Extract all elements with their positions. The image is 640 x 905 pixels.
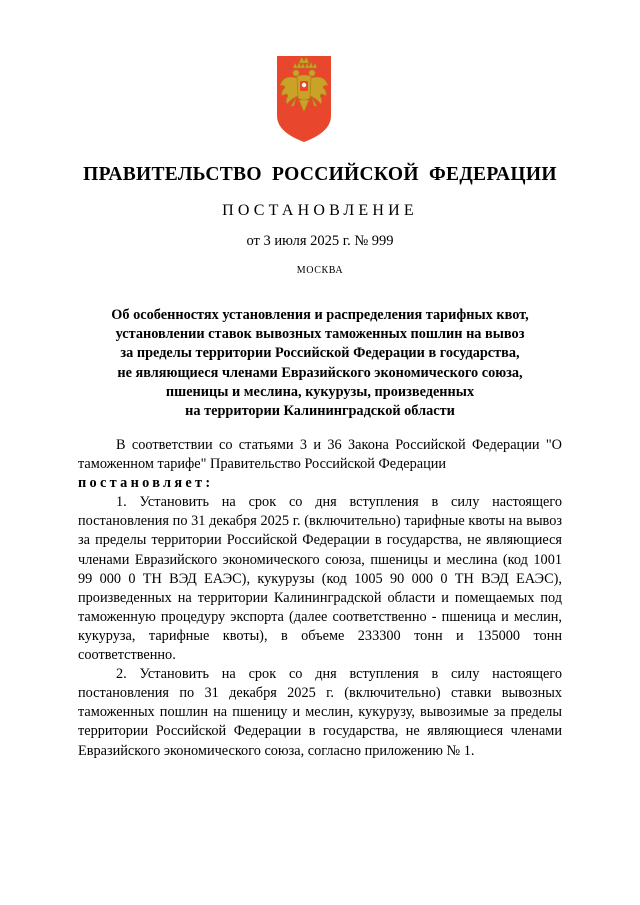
clause-paragraph: 1. Установить на срок со дня вступления в силу настоящего постановления по 31 декабря 2025 г. (включительно) тарифные квоты на вывоз за пределы территории Российской Федерации в государства, не являющиеся членами Евразийского экономического союза, пшеницы и меслина (код 1001 99 000 0 ТН ВЭД ЕАЭС), кукурузы (код 1005 90 000 0 ТН ВЭД ЕАЭС), произведенных на территории Калининградской области и помещаемых под таможенную процедуру экспорта (далее соответственно - пшеница и меслин, кукуруза, тарифные квоты), в объеме 233300 тонн и 135000 тонн соответственно. (78, 494, 562, 664)
subject-line: за пределы территории Российской Федерации в государства, (120, 345, 520, 362)
subject-line: установлении ставок вывозных таможенных пошлин на вывоз (115, 326, 525, 343)
document-date-number: от 3 июля 2025 г. № 999 (246, 233, 394, 249)
government-title: ПРАВИТЕЛЬСТВО РОССИЙСКОЙ ФЕДЕРАЦИИ (83, 164, 557, 185)
decree-word: постановляет: (78, 475, 214, 492)
subject-line: не являющиеся членами Евразийского экономического союза, (117, 364, 523, 381)
preamble-paragraph (78, 436, 562, 493)
subject-line: на территории Калининградской области (185, 403, 455, 420)
document-type: ПОСТАНОВЛЕНИЕ (222, 202, 418, 219)
subject-line: пшеницы и меслина, кукурузы, произведенных (165, 383, 475, 400)
russian-coat-of-arms-icon (275, 54, 333, 144)
subject-line: Об особенностях установления и распределения тарифных квот, (111, 307, 529, 323)
preamble-text: В соответствии со статьями 3 и 36 Закона Российской Федерации "О таможенном тарифе" Правительство Российской Федерации (78, 437, 562, 473)
document-body (78, 436, 562, 761)
clause-paragraph: 2. Установить на срок со дня вступления в силу настоящего постановления по 31 декабря 2025 г. (включительно) ставки вывозных таможенных пошлин на пшеницу и меслин, кукурузу, вывозимые за пределы территории Российской Федерации в государства, не являющиеся членами Евразийского экономического союза, согласно приложению № 1. (78, 666, 562, 759)
document-city: МОСКВА (296, 265, 344, 276)
document-subject (60, 306, 580, 421)
